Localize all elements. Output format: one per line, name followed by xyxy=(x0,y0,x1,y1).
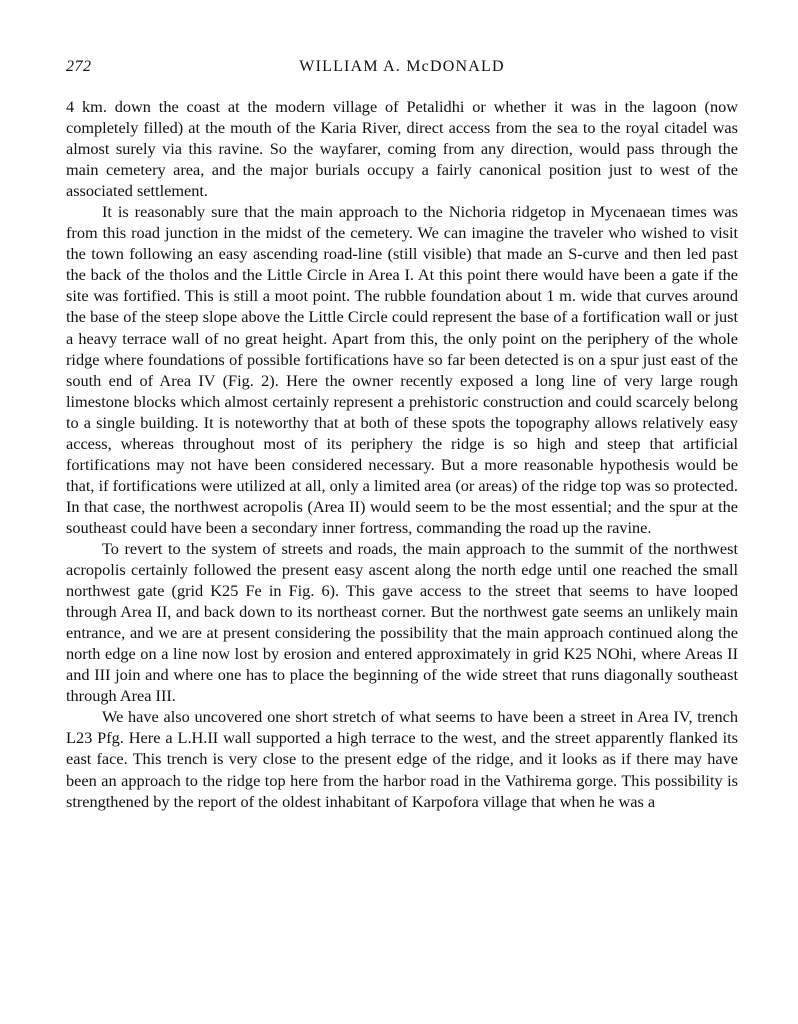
paragraph: It is reasonably sure that the main approach to the Nichoria ridgetop in Mycenaean times was from this road junction in the midst of the cemetery. We can imagine the traveler who wished to visit the town following an easy ascending road-line (still visible) that made an S-curve and then led past the back of the tholos and the Little Circle in Area I. At this point there would have been a gate if the site was fortified. This is still a moot point. The rubble foundation about 1 m. wide that curves around the base of the steep slope above the Little Circle could represent the base of a fortification wall or just a heavy terrace wall of no great height. Apart from this, the only point on the periphery of the whole ridge where foundations of possible fortifications have so far been detected is on a spur just east of the south end of Area IV (Fig. 2). Here the owner recently exposed a long line of very large rough limestone blocks which almost certainly represent a prehistoric construction and could scarcely belong to a single building. It is noteworthy that at both of these spots the topography allows relatively easy access, whereas throughout most of its periphery the ridge is so high and steep that artificial fortifications may not have been considered necessary. But a more reasonable hypothesis would be that, if fortifications were utilized at all, only a limited area (or areas) of the ridge top was so protected. In that case, the northwest acropolis (Area II) would seem to be the most essential; and the spur at the southeast could have been a secondary inner fortress, commanding the road up the ravine. xyxy=(66,202,738,537)
page-number: 272 xyxy=(66,58,92,75)
paragraph: We have also uncovered one short stretch of what seems to have been a street in Area IV, trench L23 Pfg. Here a L.H.II wall supported a high terrace to the west, and the street apparently flanked its east face. This trench is very close to the present edge of the ridge, and it looks as if there may have been an approach to the ridge top here from the harbor road in the Vathirema gorge. This possibility is strengthened by the report of the oldest inhabitant of Karpofora village that when he was a xyxy=(66,707,738,811)
body-text xyxy=(66,96,738,812)
page-header xyxy=(66,58,738,82)
paragraph: To revert to the system of streets and roads, the main approach to the summit of the northwest acropolis certainly followed the present easy ascent along the north edge until one reached the small northwest gate (grid K25 Fe in Fig. 6). This gave access to the street that seems to have looped through Area II, and back down to its northeast corner. But the northwest gate seems an unlikely main entrance, and we are at present considering the possibility that the main approach continued along the north edge on a line now lost by erosion and entered approximately in grid K25 NOhi, where Areas II and III join and where one has to place the beginning of the wide street that runs diagonally southeast through Area III. xyxy=(66,538,738,706)
paragraph-continued: 4 km. down the coast at the modern village of Petalidhi or whether it was in the lagoon (now completely filled) at the mouth of the Karia River, direct access from the sea to the royal citadel was almost surely via this ravine. So the wayfarer, coming from any direction, would pass through the main cemetery area, and the major burials occupy a fairly canonical position just to west of the associated settlement. xyxy=(66,97,738,201)
running-head: WILLIAM A. McDONALD xyxy=(299,58,505,75)
